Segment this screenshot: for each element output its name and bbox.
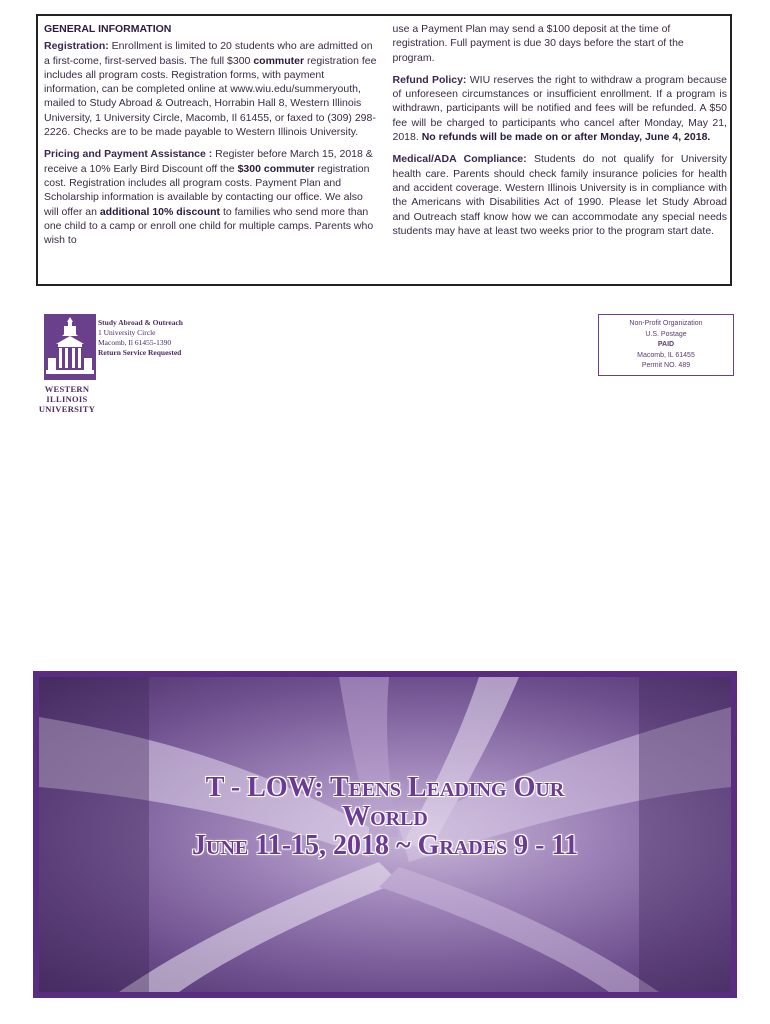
pricing-text-2: registration cost. Registration includes all program costs. Payment Plan and Scholarship information is available by contacting our office. We also will offer an xyxy=(44,162,370,218)
return-address-city: Macomb, Il 61455-1390 xyxy=(98,338,172,347)
general-information-box xyxy=(36,14,732,286)
medical-paragraph xyxy=(393,152,728,238)
info-left-column xyxy=(44,22,379,280)
university-wordmark xyxy=(36,384,98,414)
postage-indicia xyxy=(598,314,734,376)
pricing-text-1: Register before March 15, 2018 & receive a 10% Early Bird Discount off the xyxy=(44,148,373,175)
return-service-requested: Return Service Requested xyxy=(98,348,182,357)
wordmark-line-1: WESTERN xyxy=(44,384,90,394)
program-title xyxy=(39,773,731,860)
refund-text-1: WIU reserves the right to withdraw a program because of unforeseen circumstances or insufficient enrollment. If a program is withdrawn, participants will be notified and fees will be refunded. A $50 fee will be charged to participants who cancel after Monday, May 21, 2018. xyxy=(392,73,727,144)
postage-line-3: PAID xyxy=(657,341,675,348)
payment-continued-paragraph: use a Payment Plan may send a $100 deposit at the time of registration. Full payment is due 30 days before the start of the program. xyxy=(392,23,684,64)
return-address-office: Study Abroad & Outreach xyxy=(98,318,183,327)
return-address-street: 1 University Circle xyxy=(98,328,156,337)
postage-line-2: U.S. Postage xyxy=(645,330,687,338)
refund-bold-1: No refunds will be made on or after Monday, June 4, 2018. xyxy=(421,131,711,144)
university-logo xyxy=(44,314,96,380)
postage-line-1: Non-Profit Organization xyxy=(629,320,703,327)
medical-label: Medical/ADA Compliance: xyxy=(392,153,527,166)
pricing-bold-2: additional 10% discount xyxy=(99,205,221,218)
registration-bold-1: commuter xyxy=(253,54,305,67)
registration-text-1: Enrollment is limited to 20 students who are admitted on a first-come, first-served basis. The full $300 xyxy=(44,40,373,67)
title-line-1: T - LOW: Teens Leading Our xyxy=(205,772,565,803)
wordmark-line-2: ILLINOIS xyxy=(46,394,88,404)
pricing-bold-1: $300 commuter xyxy=(237,162,315,175)
sherman-hall-icon xyxy=(44,314,96,380)
pricing-paragraph xyxy=(44,147,379,247)
postage-line-5: Permit NO. 489 xyxy=(641,362,691,369)
registration-paragraph xyxy=(44,39,379,139)
refund-label: Refund Policy: xyxy=(392,73,467,86)
pricing-label: Pricing and Payment Assistance : xyxy=(44,148,213,161)
hands-together-photo xyxy=(39,677,731,992)
registration-label: Registration: xyxy=(44,40,109,53)
return-address-text xyxy=(98,318,183,358)
title-line-2: World xyxy=(342,801,428,832)
title-line-3: June 11-15, 2018 ~ Grades 9 - 11 xyxy=(192,830,578,861)
postage-line-4: Macomb, IL 61455 xyxy=(637,351,695,359)
cover-panel xyxy=(33,671,737,998)
registration-text-2: registration fee includes all program costs. Registration forms, with payment information, can be completed online at www.wiu.edu/summeryouth, mailed to Study Abroad & Outreach, Horrabin Hall 8, Western Illinois University, 1 University Circle, Macomb, Il 61455, or faxed to (309) 298-2226. Checks are to be made payable to Western Illinois University. xyxy=(44,54,377,139)
general-info-heading: GENERAL INFORMATION xyxy=(44,23,172,35)
info-right-column xyxy=(393,22,728,280)
pricing-text-3: to families who send more than one child to a camp or enroll one child for multiple camps. Parents who wish to xyxy=(44,205,374,247)
return-address-block xyxy=(36,314,256,414)
refund-paragraph xyxy=(393,73,728,144)
wordmark-line-3: UNIVERSITY xyxy=(38,404,96,414)
medical-text-1: Students do not qualify for University health care. Parents should check family insurance policies for health and accident coverage. Western Illinois University is in compliance with the Americans with Disabilities Act of 1990. Please let Study Abroad and Outreach staff know how we can accommodate any special needs students may have at least two weeks prior to the program start date. xyxy=(392,153,728,237)
